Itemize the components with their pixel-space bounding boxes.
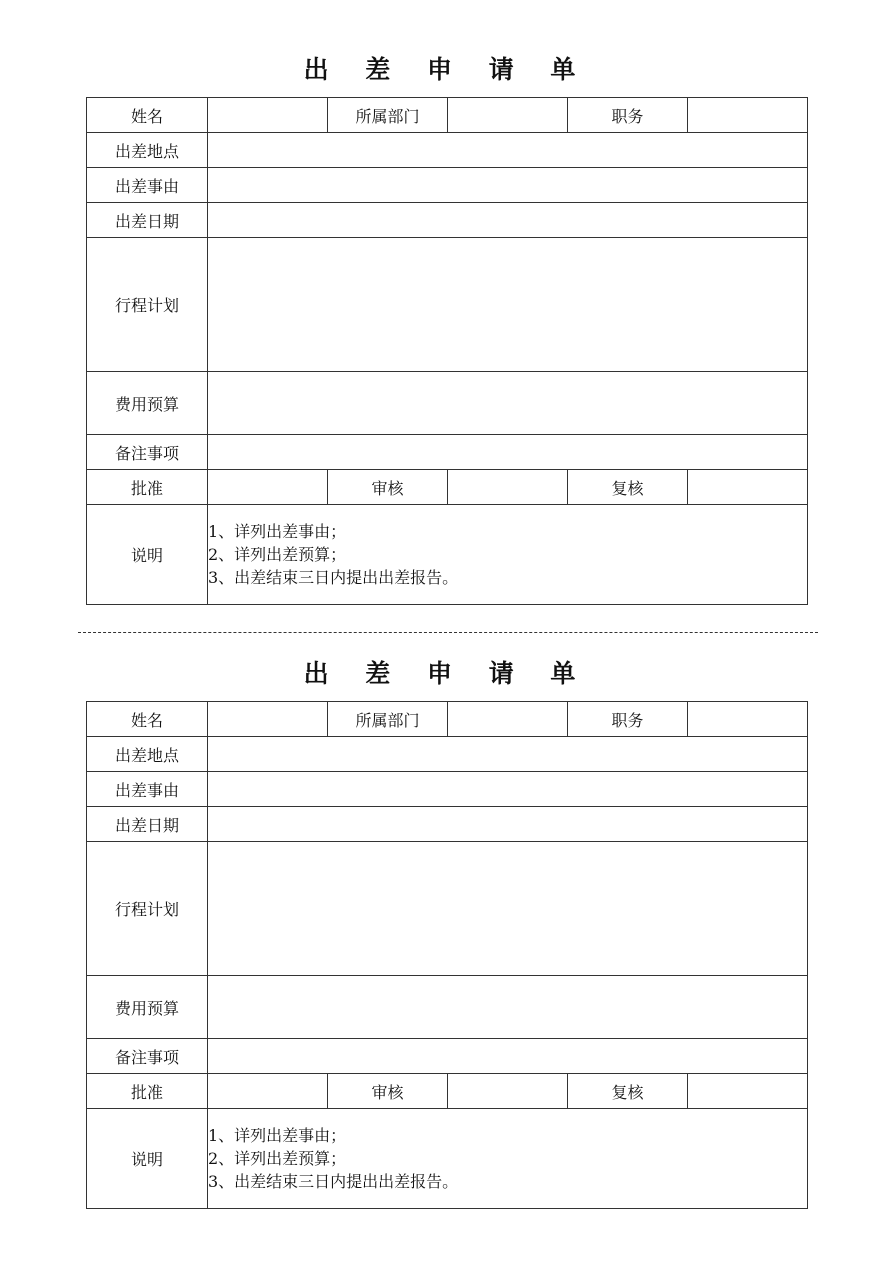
location-field[interactable] [208, 133, 808, 168]
position-field[interactable] [688, 98, 808, 133]
department-field[interactable] [448, 98, 568, 133]
itinerary-label: 行程计划 [87, 842, 208, 976]
recheck-field[interactable] [688, 470, 808, 505]
dashed-cut-line [78, 632, 818, 633]
itinerary-field[interactable] [208, 842, 808, 976]
reason-label: 出差事由 [87, 168, 208, 203]
reason-label: 出差事由 [87, 772, 208, 807]
remarks-label: 备注事项 [87, 435, 208, 470]
name-label: 姓名 [87, 702, 208, 737]
remarks-field[interactable] [208, 1039, 808, 1074]
position-label: 职务 [568, 98, 688, 133]
form-table [86, 97, 808, 605]
date-label: 出差日期 [87, 203, 208, 238]
notes-label: 说明 [87, 505, 208, 605]
approve-field[interactable] [208, 1074, 328, 1109]
review-label: 审核 [328, 1074, 448, 1109]
recheck-label: 复核 [568, 470, 688, 505]
notes-content [208, 1109, 808, 1209]
approve-label: 批准 [87, 470, 208, 505]
budget-label: 费用预算 [87, 372, 208, 435]
location-field[interactable] [208, 737, 808, 772]
note-line: 2、详列出差预算； [208, 1149, 347, 1168]
name-field[interactable] [208, 98, 328, 133]
recheck-field[interactable] [688, 1074, 808, 1109]
budget-label: 费用预算 [87, 976, 208, 1039]
department-label: 所属部门 [328, 702, 448, 737]
note-line: 2、详列出差预算； [208, 545, 347, 564]
form-table [86, 701, 808, 1209]
budget-field[interactable] [208, 976, 808, 1039]
department-label: 所属部门 [328, 98, 448, 133]
date-label: 出差日期 [87, 807, 208, 842]
review-label: 审核 [328, 470, 448, 505]
note-line: 3、出差结束三日内提出出差报告。 [208, 1172, 459, 1191]
reason-field[interactable] [208, 772, 808, 807]
reason-field[interactable] [208, 168, 808, 203]
approve-label: 批准 [87, 1074, 208, 1109]
notes-content [208, 505, 808, 605]
itinerary-field[interactable] [208, 238, 808, 372]
budget-field[interactable] [208, 372, 808, 435]
note-line: 1、详列出差事由； [208, 1126, 347, 1145]
approve-field[interactable] [208, 470, 328, 505]
location-label: 出差地点 [87, 133, 208, 168]
review-field[interactable] [448, 1074, 568, 1109]
notes-label: 说明 [87, 1109, 208, 1209]
note-line: 1、详列出差事由； [208, 522, 347, 541]
recheck-label: 复核 [568, 1074, 688, 1109]
remarks-field[interactable] [208, 435, 808, 470]
position-field[interactable] [688, 702, 808, 737]
itinerary-label: 行程计划 [87, 238, 208, 372]
location-label: 出差地点 [87, 737, 208, 772]
remarks-label: 备注事项 [87, 1039, 208, 1074]
date-field[interactable] [208, 807, 808, 842]
note-line: 3、出差结束三日内提出出差报告。 [208, 568, 459, 587]
name-field[interactable] [208, 702, 328, 737]
form-title: 出 差 申 请 单 [303, 659, 590, 688]
name-label: 姓名 [87, 98, 208, 133]
date-field[interactable] [208, 203, 808, 238]
form-title: 出 差 申 请 单 [303, 55, 590, 84]
department-field[interactable] [448, 702, 568, 737]
position-label: 职务 [568, 702, 688, 737]
review-field[interactable] [448, 470, 568, 505]
